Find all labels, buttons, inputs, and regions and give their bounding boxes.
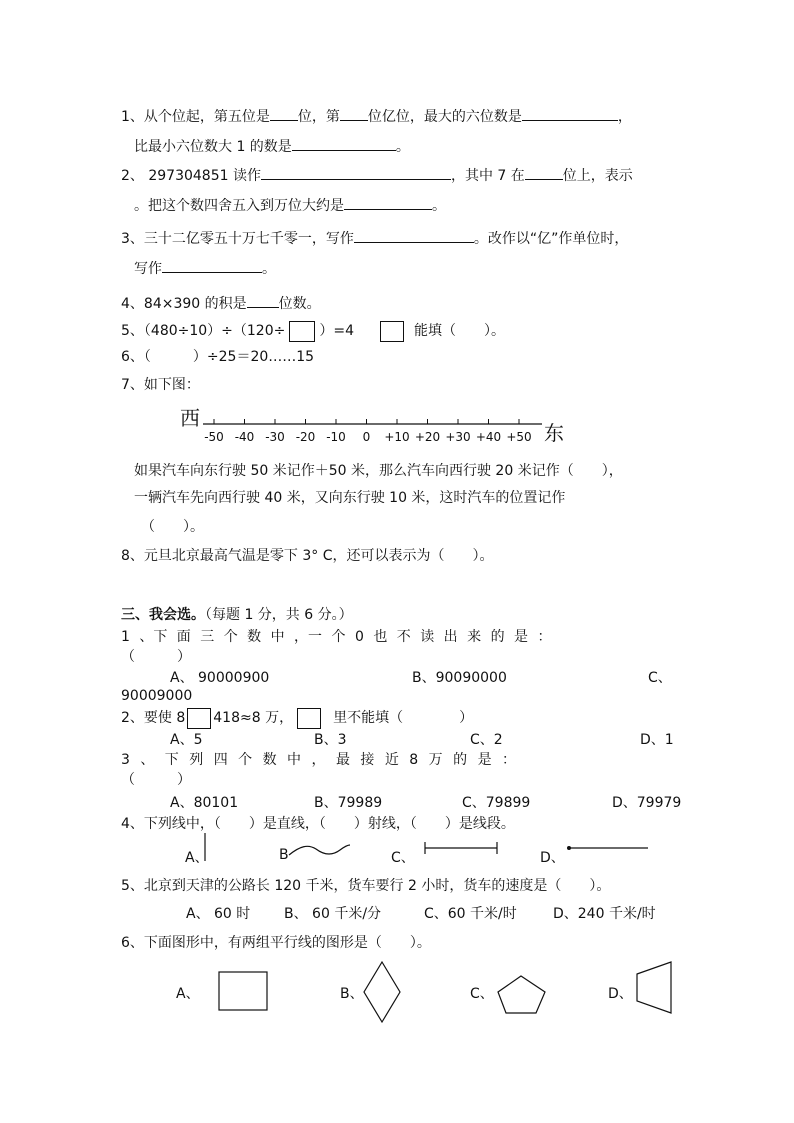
q1-text-4: ，: [617, 109, 632, 125]
number-line: [0, 400, 794, 460]
number-line-tick-label: +50: [506, 430, 532, 444]
c5-option-c[interactable]: C、60 千米/时: [424, 906, 517, 922]
c6-option-c[interactable]: C、: [470, 986, 494, 1002]
q4-blank[interactable]: [247, 293, 279, 308]
q7-line3: （ ）。: [141, 519, 204, 535]
q1-text-2: 位，第: [297, 109, 340, 125]
q1-blank-2[interactable]: [340, 106, 368, 121]
q1-text-5: 比最小六位数大 1 的数是: [134, 139, 292, 155]
c2-text-3: 里不能填（ ）: [333, 710, 474, 726]
c5-option-a[interactable]: A、 60 时: [186, 906, 251, 922]
c6-shape-figures: [0, 955, 794, 1035]
q7-line2: 一辆汽车先向西行驶 40 米，又向东行驶 10 米，这时汽车的位置记作: [134, 490, 566, 506]
q5-text-2: ）=4: [319, 323, 354, 339]
q5-line: [121, 320, 505, 342]
q1-line1: [121, 106, 632, 126]
q1-text-6: 。: [395, 139, 410, 155]
q2-blank-3[interactable]: [344, 195, 432, 210]
number-line-tick-label: +40: [475, 430, 502, 444]
q3-blank-1[interactable]: [354, 228, 474, 243]
q5-text-3: 能填（ ）。: [414, 323, 505, 339]
q4-text-2: 位数。: [278, 296, 321, 312]
c4-line-figures: [0, 828, 794, 868]
number-line-east-label: 东: [544, 421, 564, 445]
c1-option-a[interactable]: A、 90000900: [170, 670, 270, 686]
c2-option-b[interactable]: B、3: [314, 732, 347, 748]
q1-line2: [134, 136, 410, 156]
q1-blank-4[interactable]: [292, 136, 396, 151]
c6-option-b[interactable]: B、: [340, 986, 364, 1002]
c4-option-c[interactable]: C、: [391, 850, 415, 866]
q5-text-1: 5、（480÷10）÷（120÷: [121, 323, 286, 339]
c5-option-b[interactable]: B、 60 千米/分: [284, 906, 382, 922]
section-heading: [121, 604, 353, 624]
q2-text-3: 位上，表示: [562, 168, 633, 184]
q8-line: 8、元旦北京最高气温是零下 3° C，还可以表示为（ ）。: [121, 548, 494, 564]
number-line-tick-label: -50: [204, 430, 224, 444]
q7-intro: 7、如下图：: [121, 377, 200, 393]
c6-option-a[interactable]: A、: [176, 986, 200, 1002]
q3-text-2: 。改作以“亿”作单位时，: [473, 231, 629, 247]
number-line-tick-label: -30: [265, 430, 285, 444]
q2-text-1: 2、 297304851 读作: [121, 168, 261, 184]
q6-line: 6、（ ）÷25＝20……15: [121, 349, 315, 365]
c1-stem: 1 、下 面 三 个 数 中 ，一 个 0 也 不 读 出 来 的 是 ：: [121, 629, 552, 645]
c6-a-rectangle: [219, 972, 267, 1010]
q4-line: [121, 293, 321, 313]
q1-text-3: 位亿位，最大的六位数是: [367, 109, 522, 125]
q5-box-1[interactable]: [289, 321, 315, 342]
number-line-west-label: 西: [180, 406, 200, 430]
number-line-tick-label: -40: [234, 430, 255, 444]
c4-option-d[interactable]: D、: [540, 850, 565, 866]
q3-line1: [121, 228, 628, 248]
number-line-tick-label: +20: [414, 430, 441, 444]
q2-blank-2[interactable]: [525, 165, 563, 180]
c3-option-b[interactable]: B、79989: [314, 795, 383, 811]
q3-line2: [134, 258, 276, 278]
number-line-tick-label: -10: [326, 430, 346, 444]
q1-blank-1[interactable]: [270, 106, 298, 121]
c2-option-c[interactable]: C、2: [470, 732, 503, 748]
c2-option-a[interactable]: A、5: [170, 732, 203, 748]
q2-line2: [134, 195, 446, 215]
c3-option-a[interactable]: A、80101: [170, 795, 239, 811]
number-line-tick-label: +10: [384, 430, 410, 444]
q2-blank-1[interactable]: [261, 165, 451, 180]
c1-option-b[interactable]: B、90090000: [412, 670, 507, 686]
section-title: 三、我会选。: [121, 607, 205, 623]
q3-blank-2[interactable]: [162, 258, 262, 273]
q7-line1: 如果汽车向东行驶 50 米记作＋50 米，那么汽车向西行驶 20 米记作（ ），: [134, 463, 623, 479]
c1-option-c[interactable]: C、: [648, 670, 672, 686]
c3-option-c[interactable]: C、79899: [462, 795, 531, 811]
c6-b-rhombus: [364, 962, 400, 1022]
q3-text-3: 写作: [134, 261, 162, 277]
c4-b-curve: [289, 845, 350, 855]
c1-option-c-value: 90009000: [121, 688, 193, 704]
q2-text-2: ，其中 7 在: [450, 168, 525, 184]
q1-text-1: 1、从个位起，第五位是: [121, 109, 270, 125]
c2-text-1: 2、要使 8: [121, 710, 186, 726]
c5-stem: 5、北京到天津的公路长 120 千米，货车要行 2 小时，货车的速度是（ ）。: [121, 878, 611, 894]
q3-text-1: 3、三十二亿零五十万七千零一，写作: [121, 231, 354, 247]
c2-box-2[interactable]: [297, 708, 321, 729]
c4-stem: 4、下列线中，（ ）是直线，（ ）射线，（ ）是线段。: [121, 816, 515, 832]
q2-text-4: 。把这个数四舍五入到万位大约是: [134, 198, 344, 214]
number-line-tick-label: -20: [295, 430, 316, 444]
c2-stem: [121, 707, 473, 729]
q3-text-4: 。: [262, 261, 276, 277]
c3-paren: （ ）: [121, 772, 191, 788]
c6-option-d[interactable]: D、: [608, 986, 633, 1002]
section-note: （每题 1 分，共 6 分。）: [205, 607, 353, 623]
c5-option-d[interactable]: D、240 千米/时: [553, 906, 656, 922]
c2-option-d[interactable]: D、1: [640, 732, 674, 748]
c3-stem: 3 、 下 列 四 个 数 中 ， 最 接 近 8 万 的 是 ：: [121, 752, 517, 768]
c4-option-a[interactable]: A、: [185, 850, 209, 866]
c6-d-trapezoid: [637, 962, 671, 1013]
c2-text-2: 418≈8 万，: [213, 710, 294, 726]
q5-box-2[interactable]: [380, 321, 404, 342]
number-line-tick-label: 0: [362, 430, 371, 444]
c3-option-d[interactable]: D、79979: [612, 795, 682, 811]
c6-c-pentagon: [498, 976, 545, 1013]
q1-blank-3[interactable]: [522, 106, 618, 121]
c4-option-b[interactable]: B: [279, 847, 289, 863]
c6-stem: 6、下面图形中，有两组平行线的图形是（ ）。: [121, 935, 431, 951]
q2-line1: [121, 165, 633, 185]
number-line-tick-label: +30: [445, 430, 471, 444]
c1-paren: （ ）: [121, 649, 191, 665]
c2-box-1[interactable]: [187, 708, 211, 729]
q2-text-5: 。: [432, 198, 446, 214]
q4-text-1: 4、84×390 的积是: [121, 296, 247, 312]
